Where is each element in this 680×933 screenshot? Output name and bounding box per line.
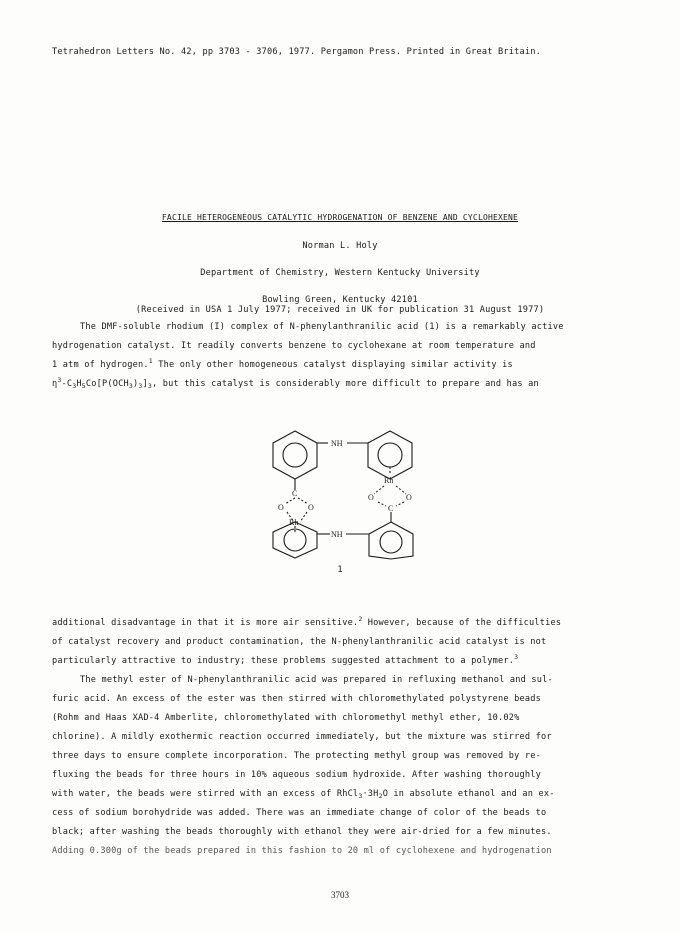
oxygen-label: O xyxy=(308,503,314,512)
benzene-ring-top-left xyxy=(273,431,317,479)
text-line: black; after washing the beads thoroughly with ethanol they were air-dried for a few minutes. xyxy=(52,827,552,837)
carbon-label: C xyxy=(292,489,298,498)
text-line xyxy=(52,375,564,394)
text-segment: H xyxy=(76,379,82,389)
text-line: cess of sodium borohydride was added. There was an immediate change of color of the beads to xyxy=(52,808,547,818)
subscript: 3 xyxy=(72,382,77,390)
text-segment: O in absolute ethanol and an ex- xyxy=(382,789,555,799)
text-line: The DMF-soluble rhodium (I) complex of N-phenylanthranilic acid (1) is a remarkably active xyxy=(80,322,564,332)
subscript: 3 xyxy=(358,792,363,800)
rhodium-complex-structure xyxy=(240,430,440,560)
carbon-label: C xyxy=(388,504,394,513)
oxygen-label: O xyxy=(278,503,284,512)
subscript: 5 xyxy=(81,382,86,390)
subscript: 3 xyxy=(128,382,133,390)
oxygen-label: O xyxy=(368,493,374,502)
text-line: fluxing the beads for three hours in 10% aqueous sodium hydroxide. After washing thoroughly xyxy=(52,770,542,780)
subscript: 3 xyxy=(147,382,152,390)
text-segment: Co[P(OCH xyxy=(85,379,129,389)
paragraph-body xyxy=(52,614,561,861)
aromatic-circle xyxy=(378,443,402,467)
text-segment: The only other homogeneous catalyst displaying similar activity is xyxy=(152,360,513,370)
subscript: 2 xyxy=(378,792,383,800)
text-segment: However, because of the difficulties xyxy=(362,618,562,628)
superscript: 3 xyxy=(57,376,62,384)
text-line: (Rohm and Haas XAD-4 Amberlite, chloromethylated with chloromethyl methyl ether, 10.02% xyxy=(52,713,520,723)
text-line xyxy=(52,785,561,804)
text-line: furic acid. An excess of the ester was then stirred with chloromethylated polystyrene beads xyxy=(52,694,542,704)
nh-label: NH xyxy=(331,439,343,448)
reference-superscript: 1 xyxy=(148,357,153,365)
received-dates: (Received in USA 1 July 1977; received in UK for publication 31 August 1977) xyxy=(135,305,545,315)
text-segment: ·3H xyxy=(362,789,379,799)
text-segment: with water, the beads were stirred with an excess of RhCl xyxy=(52,789,359,799)
text-line xyxy=(52,356,564,375)
paragraph-intro xyxy=(52,318,564,394)
text-line: Adding 0.300g of the beads prepared in this fashion to 20 ml of cyclohexene and hydrogenation xyxy=(52,846,552,856)
author-affiliation: Department of Chemistry, Western Kentucky University xyxy=(200,268,480,278)
journal-citation: Tetrahedron Letters No. 42, pp 3703 - 3706, 1977. Pergamon Press. Printed in Great Britain. xyxy=(52,47,542,57)
author-location: Bowling Green, Kentucky 42101 xyxy=(262,295,418,305)
subscript: 3 xyxy=(138,382,143,390)
text-segment: -C xyxy=(61,379,73,389)
author-name: Norman L. Holy xyxy=(302,241,378,251)
aromatic-circle xyxy=(284,529,306,551)
aromatic-circle xyxy=(283,443,307,467)
text-segment: 1 atm of hydrogen. xyxy=(52,360,149,370)
text-line: chlorine). A mildly exothermic reaction occurred immediately, but the mixture was stirred for xyxy=(52,732,552,742)
aromatic-circle xyxy=(380,531,402,553)
text-segment: ] xyxy=(142,379,148,389)
reference-superscript: 3 xyxy=(514,653,519,661)
text-line xyxy=(52,614,561,633)
text-segment: additional disadvantage in that it is more air sensitive. xyxy=(52,618,359,628)
text-segment: , but this catalyst is considerably more difficult to prepare and has an xyxy=(152,379,539,389)
text-line xyxy=(52,652,561,671)
text-line: three days to ensure complete incorporation. The protecting methyl group was removed by re- xyxy=(52,751,542,761)
rh-label: Rh xyxy=(384,476,394,485)
article-title: FACILE HETEROGENEOUS CATALYTIC HYDROGENATION OF BENZENE AND CYCLOHEXENE xyxy=(161,213,519,222)
nh-label: NH xyxy=(331,530,343,539)
reference-superscript: 2 xyxy=(358,615,363,623)
oxygen-label: O xyxy=(406,493,412,502)
text-line: The methyl ester of N-phenylanthranilic acid was prepared in refluxing methanol and sul- xyxy=(80,675,553,685)
text-line: hydrogenation catalyst. It readily converts benzene to cyclohexane at room temperature and xyxy=(52,341,536,351)
compound-number-label: 1 xyxy=(337,565,343,575)
page-number: 3703 xyxy=(331,890,349,900)
rh-label: Rh xyxy=(289,518,299,527)
text-line: of catalyst recovery and product contamination, the N-phenylanthranilic acid catalyst is not xyxy=(52,637,547,647)
text-segment: η xyxy=(52,379,58,389)
text-segment: ) xyxy=(133,379,139,389)
text-segment: particularly attractive to industry; these problems suggested attachment to a polymer. xyxy=(52,656,515,666)
